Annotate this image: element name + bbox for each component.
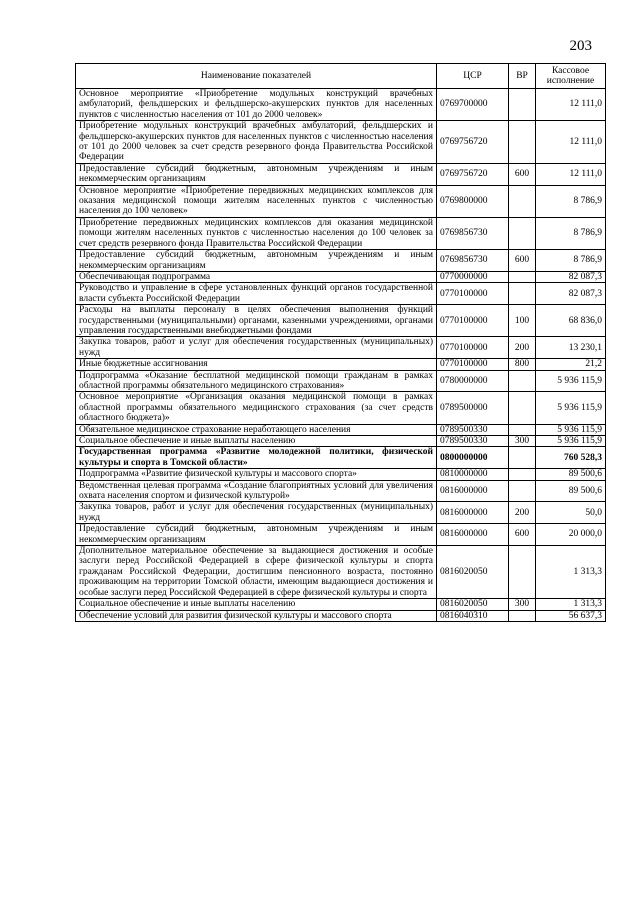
cell-vr: 600 xyxy=(509,163,536,185)
cell-name: Приобретение модульных конструкций врачебных амбулаторий, фельдшерских и фельдшерско-акушерских пунктов для населенных пунктов с численностью населения от 101 до 2000 человек за счет средств резервного фонда Правительства Российской Федерации xyxy=(76,121,437,164)
table-row xyxy=(76,271,606,282)
cell-amount: 68 836,0 xyxy=(536,305,606,337)
cell-name: Предоставление субсидий бюджетным, автономным учреждениям и иным некоммерческим организациям xyxy=(76,524,437,546)
cell-amount: 1 313,3 xyxy=(536,546,606,599)
table-row xyxy=(76,163,606,185)
cell-csr: 0789500330 xyxy=(437,436,509,447)
cell-amount: 89 500,6 xyxy=(536,480,606,502)
cell-name: Основное мероприятие «Приобретение модульных конструкций врачебных амбулаторий, фельдшерских и фельдшерско-акушерских пунктов для населенных пунктов с численностью населения от 101 до 2000 человек» xyxy=(76,89,437,121)
table-row xyxy=(76,185,606,217)
cell-amount: 8 786,9 xyxy=(536,250,606,272)
cell-vr: 300 xyxy=(509,599,536,610)
table-row xyxy=(76,524,606,546)
cell-name: Основное мероприятие «Приобретение передвижных медицинских комплексов для оказания медицинской помощи жителям населенных пунктов с численностью населения до 100 человек» xyxy=(76,185,437,217)
cell-vr xyxy=(509,392,536,424)
cell-csr: 0780000000 xyxy=(437,370,509,392)
cell-name: Предоставление субсидий бюджетным, автономным учреждениям и иным некоммерческим организациям xyxy=(76,250,437,272)
cell-csr: 0816000000 xyxy=(437,480,509,502)
cell-vr xyxy=(509,283,536,305)
cell-amount: 12 111,0 xyxy=(536,163,606,185)
cell-name: Обеспечение условий для развития физической культуры и массового спорта xyxy=(76,610,437,621)
table-row xyxy=(76,89,606,121)
cell-name: Основное мероприятие «Организация оказания медицинской помощи в рамках областной программы обязательного медицинского страхования (за счет средств областного бюджета)» xyxy=(76,392,437,424)
table-row xyxy=(76,392,606,424)
cell-name: Обеспечивающая подпрограмма xyxy=(76,271,437,282)
cell-vr xyxy=(509,217,536,249)
cell-csr: 0769700000 xyxy=(437,89,509,121)
cell-csr: 0800000000 xyxy=(437,447,509,469)
cell-name: Расходы на выплаты персоналу в целях обеспечения выполнения функций государственными (муниципальными) органами, казенными учреждениями, органами управления государственными внебюджетными фондами xyxy=(76,305,437,337)
cell-name: Закупка товаров, работ и услуг для обеспечения государственных (муниципальных) нужд xyxy=(76,502,437,524)
cell-amount: 5 936 115,9 xyxy=(536,424,606,435)
cell-amount: 5 936 115,9 xyxy=(536,392,606,424)
header-csr: ЦСР xyxy=(437,64,509,89)
budget-table xyxy=(75,63,606,622)
table-header-row xyxy=(76,64,606,89)
table-row xyxy=(76,436,606,447)
cell-csr: 0816000000 xyxy=(437,502,509,524)
cell-csr: 0769856730 xyxy=(437,217,509,249)
table-row xyxy=(76,283,606,305)
cell-amount: 5 936 115,9 xyxy=(536,436,606,447)
cell-csr: 0769756720 xyxy=(437,121,509,164)
cell-name: Обязательное медицинское страхование неработающего населения xyxy=(76,424,437,435)
table-row xyxy=(76,610,606,621)
cell-amount: 82 087,3 xyxy=(536,283,606,305)
table-row xyxy=(76,480,606,502)
cell-csr: 0769800000 xyxy=(437,185,509,217)
table-row xyxy=(76,469,606,480)
cell-name: Социальное обеспечение и иные выплаты населению xyxy=(76,436,437,447)
cell-vr: 200 xyxy=(509,502,536,524)
table-row xyxy=(76,121,606,164)
cell-name: Иные бюджетные ассигнования xyxy=(76,359,437,370)
table-row xyxy=(76,359,606,370)
cell-csr: 0816020050 xyxy=(437,546,509,599)
table-row xyxy=(76,217,606,249)
cell-csr: 0770100000 xyxy=(437,337,509,359)
header-name: Наименование показателей xyxy=(76,64,437,89)
table-row xyxy=(76,424,606,435)
cell-csr: 0789500330 xyxy=(437,424,509,435)
cell-amount: 5 936 115,9 xyxy=(536,370,606,392)
cell-amount: 8 786,9 xyxy=(536,185,606,217)
cell-vr xyxy=(509,370,536,392)
cell-amount: 21,2 xyxy=(536,359,606,370)
cell-amount: 13 230,1 xyxy=(536,337,606,359)
cell-vr xyxy=(509,447,536,469)
cell-vr xyxy=(509,271,536,282)
cell-amount: 760 528,3 xyxy=(536,447,606,469)
cell-amount: 56 637,3 xyxy=(536,610,606,621)
cell-vr xyxy=(509,121,536,164)
cell-csr: 0816020050 xyxy=(437,599,509,610)
cell-name: Предоставление субсидий бюджетным, автономным учреждениям и иным некоммерческим организациям xyxy=(76,163,437,185)
cell-vr xyxy=(509,480,536,502)
cell-csr: 0769856730 xyxy=(437,250,509,272)
cell-name: Подпрограмма «Оказание бесплатной медицинской помощи гражданам в рамках областной программы обязательного медицинского страхования» xyxy=(76,370,437,392)
cell-vr xyxy=(509,610,536,621)
cell-name: Социальное обеспечение и иные выплаты населению xyxy=(76,599,437,610)
cell-name: Руководство и управление в сфере установленных функций органов государственной власти субъекта Российской Федерации xyxy=(76,283,437,305)
table-row xyxy=(76,370,606,392)
cell-amount: 89 500,6 xyxy=(536,469,606,480)
cell-vr: 600 xyxy=(509,524,536,546)
cell-name: Ведомственная целевая программа «Создание благоприятных условий для увеличения охвата населения спортом и физической культурой» xyxy=(76,480,437,502)
table-row xyxy=(76,546,606,599)
table-row xyxy=(76,447,606,469)
cell-vr xyxy=(509,424,536,435)
cell-csr: 0810000000 xyxy=(437,469,509,480)
cell-csr: 0770100000 xyxy=(437,359,509,370)
cell-csr: 0770000000 xyxy=(437,271,509,282)
cell-amount: 1 313,3 xyxy=(536,599,606,610)
cell-csr: 0789500000 xyxy=(437,392,509,424)
cell-amount: 12 111,0 xyxy=(536,89,606,121)
cell-amount: 82 087,3 xyxy=(536,271,606,282)
cell-vr xyxy=(509,469,536,480)
table-row xyxy=(76,502,606,524)
cell-vr: 800 xyxy=(509,359,536,370)
table-row xyxy=(76,599,606,610)
cell-name: Дополнительное материальное обеспечение за выдающиеся достижения и особые заслуги перед Российской Федерацией в сфере физической культуры и спорта гражданам Российской Федерации, достигшим пенсионного возраста, постоянно проживающим на территории Томской области, имеющим выдающиеся достижения и особые заслуги перед Российской Федерацией в сфере физической культуры и спорта xyxy=(76,546,437,599)
cell-vr: 200 xyxy=(509,337,536,359)
cell-amount: 20 000,0 xyxy=(536,524,606,546)
page-number: 203 xyxy=(569,38,592,54)
cell-amount: 12 111,0 xyxy=(536,121,606,164)
cell-name: Закупка товаров, работ и услуг для обеспечения государственных (муниципальных) нужд xyxy=(76,337,437,359)
cell-name: Подпрограмма «Развитие физической культуры и массового спорта» xyxy=(76,469,437,480)
table-row xyxy=(76,337,606,359)
cell-csr: 0769756720 xyxy=(437,163,509,185)
cell-amount: 50,0 xyxy=(536,502,606,524)
cell-csr: 0816040310 xyxy=(437,610,509,621)
cell-vr xyxy=(509,89,536,121)
cell-vr: 100 xyxy=(509,305,536,337)
table-body xyxy=(76,89,606,622)
cell-csr: 0770100000 xyxy=(437,305,509,337)
cell-name: Государственная программа «Развитие молодежной политики, физической культуры и спорта в Томской области» xyxy=(76,447,437,469)
cell-vr: 600 xyxy=(509,250,536,272)
cell-vr: 300 xyxy=(509,436,536,447)
cell-amount: 8 786,9 xyxy=(536,217,606,249)
cell-vr xyxy=(509,185,536,217)
header-vr: ВР xyxy=(509,64,536,89)
table-row xyxy=(76,305,606,337)
table-row xyxy=(76,250,606,272)
cell-csr: 0770100000 xyxy=(437,283,509,305)
cell-vr xyxy=(509,546,536,599)
cell-name: Приобретение передвижных медицинских комплексов для оказания медицинской помощи жителям населенных пунктов с численностью населения до 100 человек за счет средств резервного фонда Правительства Российской Федерации xyxy=(76,217,437,249)
cell-csr: 0816000000 xyxy=(437,524,509,546)
header-amount: Кассовое исполнение xyxy=(536,64,606,89)
